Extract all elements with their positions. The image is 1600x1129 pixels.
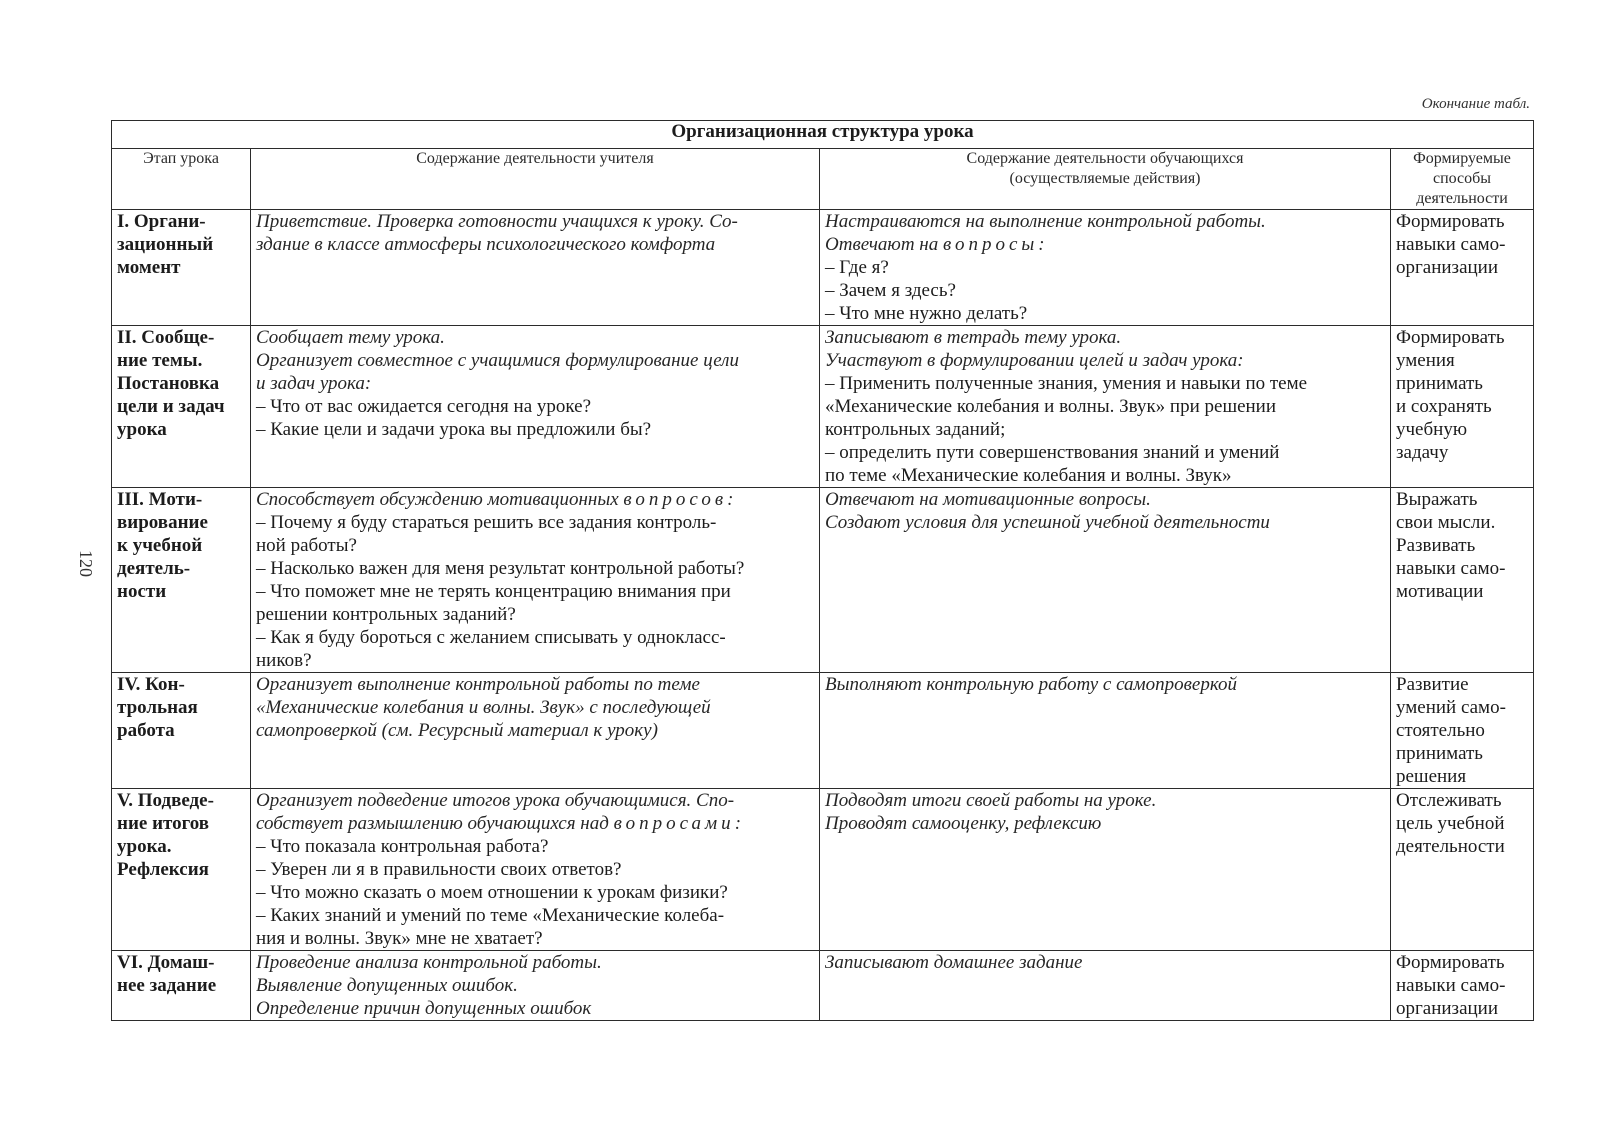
student-cell [820, 326, 1391, 488]
formed-line: Развивать [1396, 535, 1476, 556]
teacher-lead-text: собствует размышлению обучающихся над [256, 813, 614, 834]
teacher-line: – Что от вас ожидается сегодня на уроке? [256, 396, 592, 417]
student-line: – Зачем я здесь? [825, 280, 956, 301]
stage-line: IV. Кон- [117, 674, 185, 695]
formed-cell [1391, 673, 1534, 789]
header-line: деятельности [1416, 190, 1508, 207]
teacher-line: – Насколько важен для меня результат контрольной работы? [256, 558, 745, 579]
teacher-line: – Какие цели и задачи урока вы предложили бы? [256, 419, 652, 440]
stage-line: ности [117, 581, 167, 602]
table-row [112, 488, 1534, 673]
formed-line: свои мысли. [1396, 512, 1496, 533]
teacher-line: Определение причин допущенных ошибок [256, 998, 592, 1019]
header-line: Формируемые [1413, 150, 1511, 167]
formed-cell [1391, 951, 1534, 1021]
formed-line: навыки само- [1396, 558, 1506, 579]
stage-line: VI. Домаш- [117, 952, 215, 973]
teacher-line: решении контрольных заданий? [256, 604, 516, 625]
teacher-line: ной работы? [256, 535, 357, 556]
stage-cell [112, 488, 251, 673]
teacher-line: Организует подведение итогов урока обучающимися. Спо- [256, 790, 735, 811]
teacher-line: Организует выполнение контрольной работы по теме [256, 674, 700, 695]
formed-cell [1391, 326, 1534, 488]
teacher-cell [251, 326, 820, 488]
teacher-line: самопроверкой (см. Ресурсный материал к уроку) [256, 720, 658, 741]
formed-line: организации [1396, 257, 1499, 278]
spaced-word: вопросов [623, 489, 728, 510]
formed-cell [1391, 789, 1534, 951]
teacher-line: и задач урока: [256, 373, 372, 394]
stage-line: Рефлексия [117, 859, 209, 880]
student-line: Создают условия для успешной учебной деятельности [825, 512, 1270, 533]
table-title: Организационная структура урока [112, 121, 1534, 149]
student-line: Подводят итоги своей работы на уроке. [825, 790, 1157, 811]
teacher-line: Организует совместное с учащимися формулирование цели [256, 350, 739, 371]
student-line: «Механические колебания и волны. Звук» при решении [825, 396, 1277, 417]
teacher-line: Выявление допущенных ошибок. [256, 975, 518, 996]
formed-line: решения [1396, 766, 1467, 787]
formed-line: Развитие [1396, 674, 1469, 695]
formed-line: умений само- [1396, 697, 1506, 718]
student-line: – определить пути совершенствования знаний и умений [825, 442, 1280, 463]
teacher-lead-text: Способствует обсуждению мотивационных [256, 489, 624, 510]
header-formed-methods [1391, 149, 1534, 210]
table-row [112, 789, 1534, 951]
student-line: Выполняют контрольную работу с самопроверкой [825, 674, 1238, 695]
student-line: Записывают в тетрадь тему урока. [825, 327, 1122, 348]
stage-line: деятель- [117, 558, 191, 579]
formed-line: и сохранять [1396, 396, 1492, 417]
teacher-cell [251, 789, 820, 951]
formed-line: умения [1396, 350, 1455, 371]
header-line: Содержание деятельности обучающихся [966, 150, 1244, 167]
stage-line: работа [117, 720, 175, 741]
stage-cell [112, 789, 251, 951]
student-line: контрольных заданий; [825, 419, 1006, 440]
formed-line: навыки само- [1396, 234, 1506, 255]
stage-line: урока. [117, 836, 172, 857]
student-cell [820, 488, 1391, 673]
table-row [112, 210, 1534, 326]
teacher-line: ников? [256, 650, 312, 671]
teacher-line: ния и волны. Звук» мне не хватает? [256, 928, 543, 949]
table-row [112, 951, 1534, 1021]
formed-line: Формировать [1396, 327, 1505, 348]
stage-line: нее задание [117, 975, 217, 996]
formed-line: Формировать [1396, 952, 1505, 973]
teacher-line: Приветствие. Проверка готовности учащихся к уроку. Со- [256, 211, 738, 232]
teacher-line: – Что показала контрольная работа? [256, 836, 549, 857]
header-teacher-activity: Содержание деятельности учителя [251, 149, 820, 210]
stage-line: цели и задач [117, 396, 225, 417]
stage-cell [112, 326, 251, 488]
stage-line: урока [117, 419, 167, 440]
student-line: – Что мне нужно делать? [825, 303, 1028, 324]
formed-line: Формировать [1396, 211, 1505, 232]
table-continuation-caption: Окончание табл. [1421, 96, 1530, 112]
lesson-structure-table [111, 120, 1534, 1021]
stage-cell [112, 673, 251, 789]
stage-line: трольная [117, 697, 198, 718]
stage-line: к учебной [117, 535, 203, 556]
teacher-line: – Как я буду бороться с желанием списывать у однокласс- [256, 627, 726, 648]
student-line: – Где я? [825, 257, 889, 278]
formed-line: принимать [1396, 743, 1483, 764]
formed-cell [1391, 488, 1534, 673]
teacher-line: здание в классе атмосферы психологического комфорта [256, 234, 716, 255]
stage-line: ние темы. [117, 350, 203, 371]
spaced-word: вопросы [942, 234, 1039, 255]
lead-tail: : [727, 489, 734, 510]
student-line: Проводят самооценку, рефлексию [825, 813, 1102, 834]
formed-cell [1391, 210, 1534, 326]
student-line: – Применить полученные знания, умения и навыки по теме [825, 373, 1308, 394]
formed-line: Отслеживать [1396, 790, 1502, 811]
teacher-line: Проведение анализа контрольной работы. [256, 952, 602, 973]
teacher-line: – Что поможет мне не терять концентрацию внимания при [256, 581, 731, 602]
formed-line: цель учебной [1396, 813, 1505, 834]
formed-line: принимать [1396, 373, 1483, 394]
teacher-line [256, 488, 814, 511]
stage-line: Постановка [117, 373, 220, 394]
formed-line: учебную [1396, 419, 1468, 440]
teacher-cell [251, 488, 820, 673]
header-line: (осуществляемые действия) [1009, 170, 1201, 187]
formed-line: задачу [1396, 442, 1449, 463]
teacher-line: – Почему я буду стараться решить все задания контроль- [256, 512, 717, 533]
teacher-line: Сообщает тему урока. [256, 327, 445, 348]
lead-tail: : [1038, 234, 1045, 255]
teacher-line: «Механические колебания и волны. Звук» с последующей [256, 697, 711, 718]
teacher-cell [251, 210, 820, 326]
student-cell [820, 951, 1391, 1021]
header-stage: Этап урока [112, 149, 251, 210]
stage-line: II. Сообще- [117, 327, 215, 348]
student-line: Отвечают на мотивационные вопросы. [825, 489, 1151, 510]
table-row [112, 326, 1534, 488]
student-line: по теме «Механические колебания и волны. Звук» [825, 465, 1232, 486]
teacher-cell [251, 673, 820, 789]
stage-cell [112, 951, 251, 1021]
stage-line: ние итогов [117, 813, 210, 834]
lead-tail: : [734, 813, 742, 834]
teacher-line: – Уверен ли я в правильности своих ответов? [256, 859, 622, 880]
stage-line: момент [117, 257, 181, 278]
stage-line: зационный [117, 234, 214, 255]
student-cell [820, 673, 1391, 789]
teacher-line [256, 812, 814, 835]
formed-line: организации [1396, 998, 1499, 1019]
stage-line: III. Моти- [117, 489, 203, 510]
page-number: 120 [76, 550, 96, 577]
formed-line: Выражать [1396, 489, 1478, 510]
header-student-activity [820, 149, 1391, 210]
teacher-line: – Каких знаний и умений по теме «Механические колеба- [256, 905, 725, 926]
formed-line: стоятельно [1396, 720, 1485, 741]
student-lead-text: Отвечают на [825, 234, 943, 255]
stage-line: I. Органи- [117, 211, 206, 232]
table-row [112, 673, 1534, 789]
stage-line: вирование [117, 512, 208, 533]
header-line: способы [1432, 170, 1492, 187]
student-line: Участвуют в формулировании целей и задач урока: [825, 350, 1244, 371]
student-line: Записывают домашнее задание [825, 952, 1083, 973]
formed-line: навыки само- [1396, 975, 1506, 996]
formed-line: мотивации [1396, 581, 1484, 602]
stage-line: V. Подведе- [117, 790, 214, 811]
student-cell [820, 210, 1391, 326]
teacher-cell [251, 951, 820, 1021]
formed-line: деятельности [1396, 836, 1505, 857]
student-cell [820, 789, 1391, 951]
student-line: Настраиваются на выполнение контрольной работы. [825, 211, 1266, 232]
student-line [825, 233, 1385, 256]
spaced-word: вопросами [613, 813, 735, 834]
stage-cell [112, 210, 251, 326]
teacher-line: – Что можно сказать о моем отношении к урокам физики? [256, 882, 728, 903]
